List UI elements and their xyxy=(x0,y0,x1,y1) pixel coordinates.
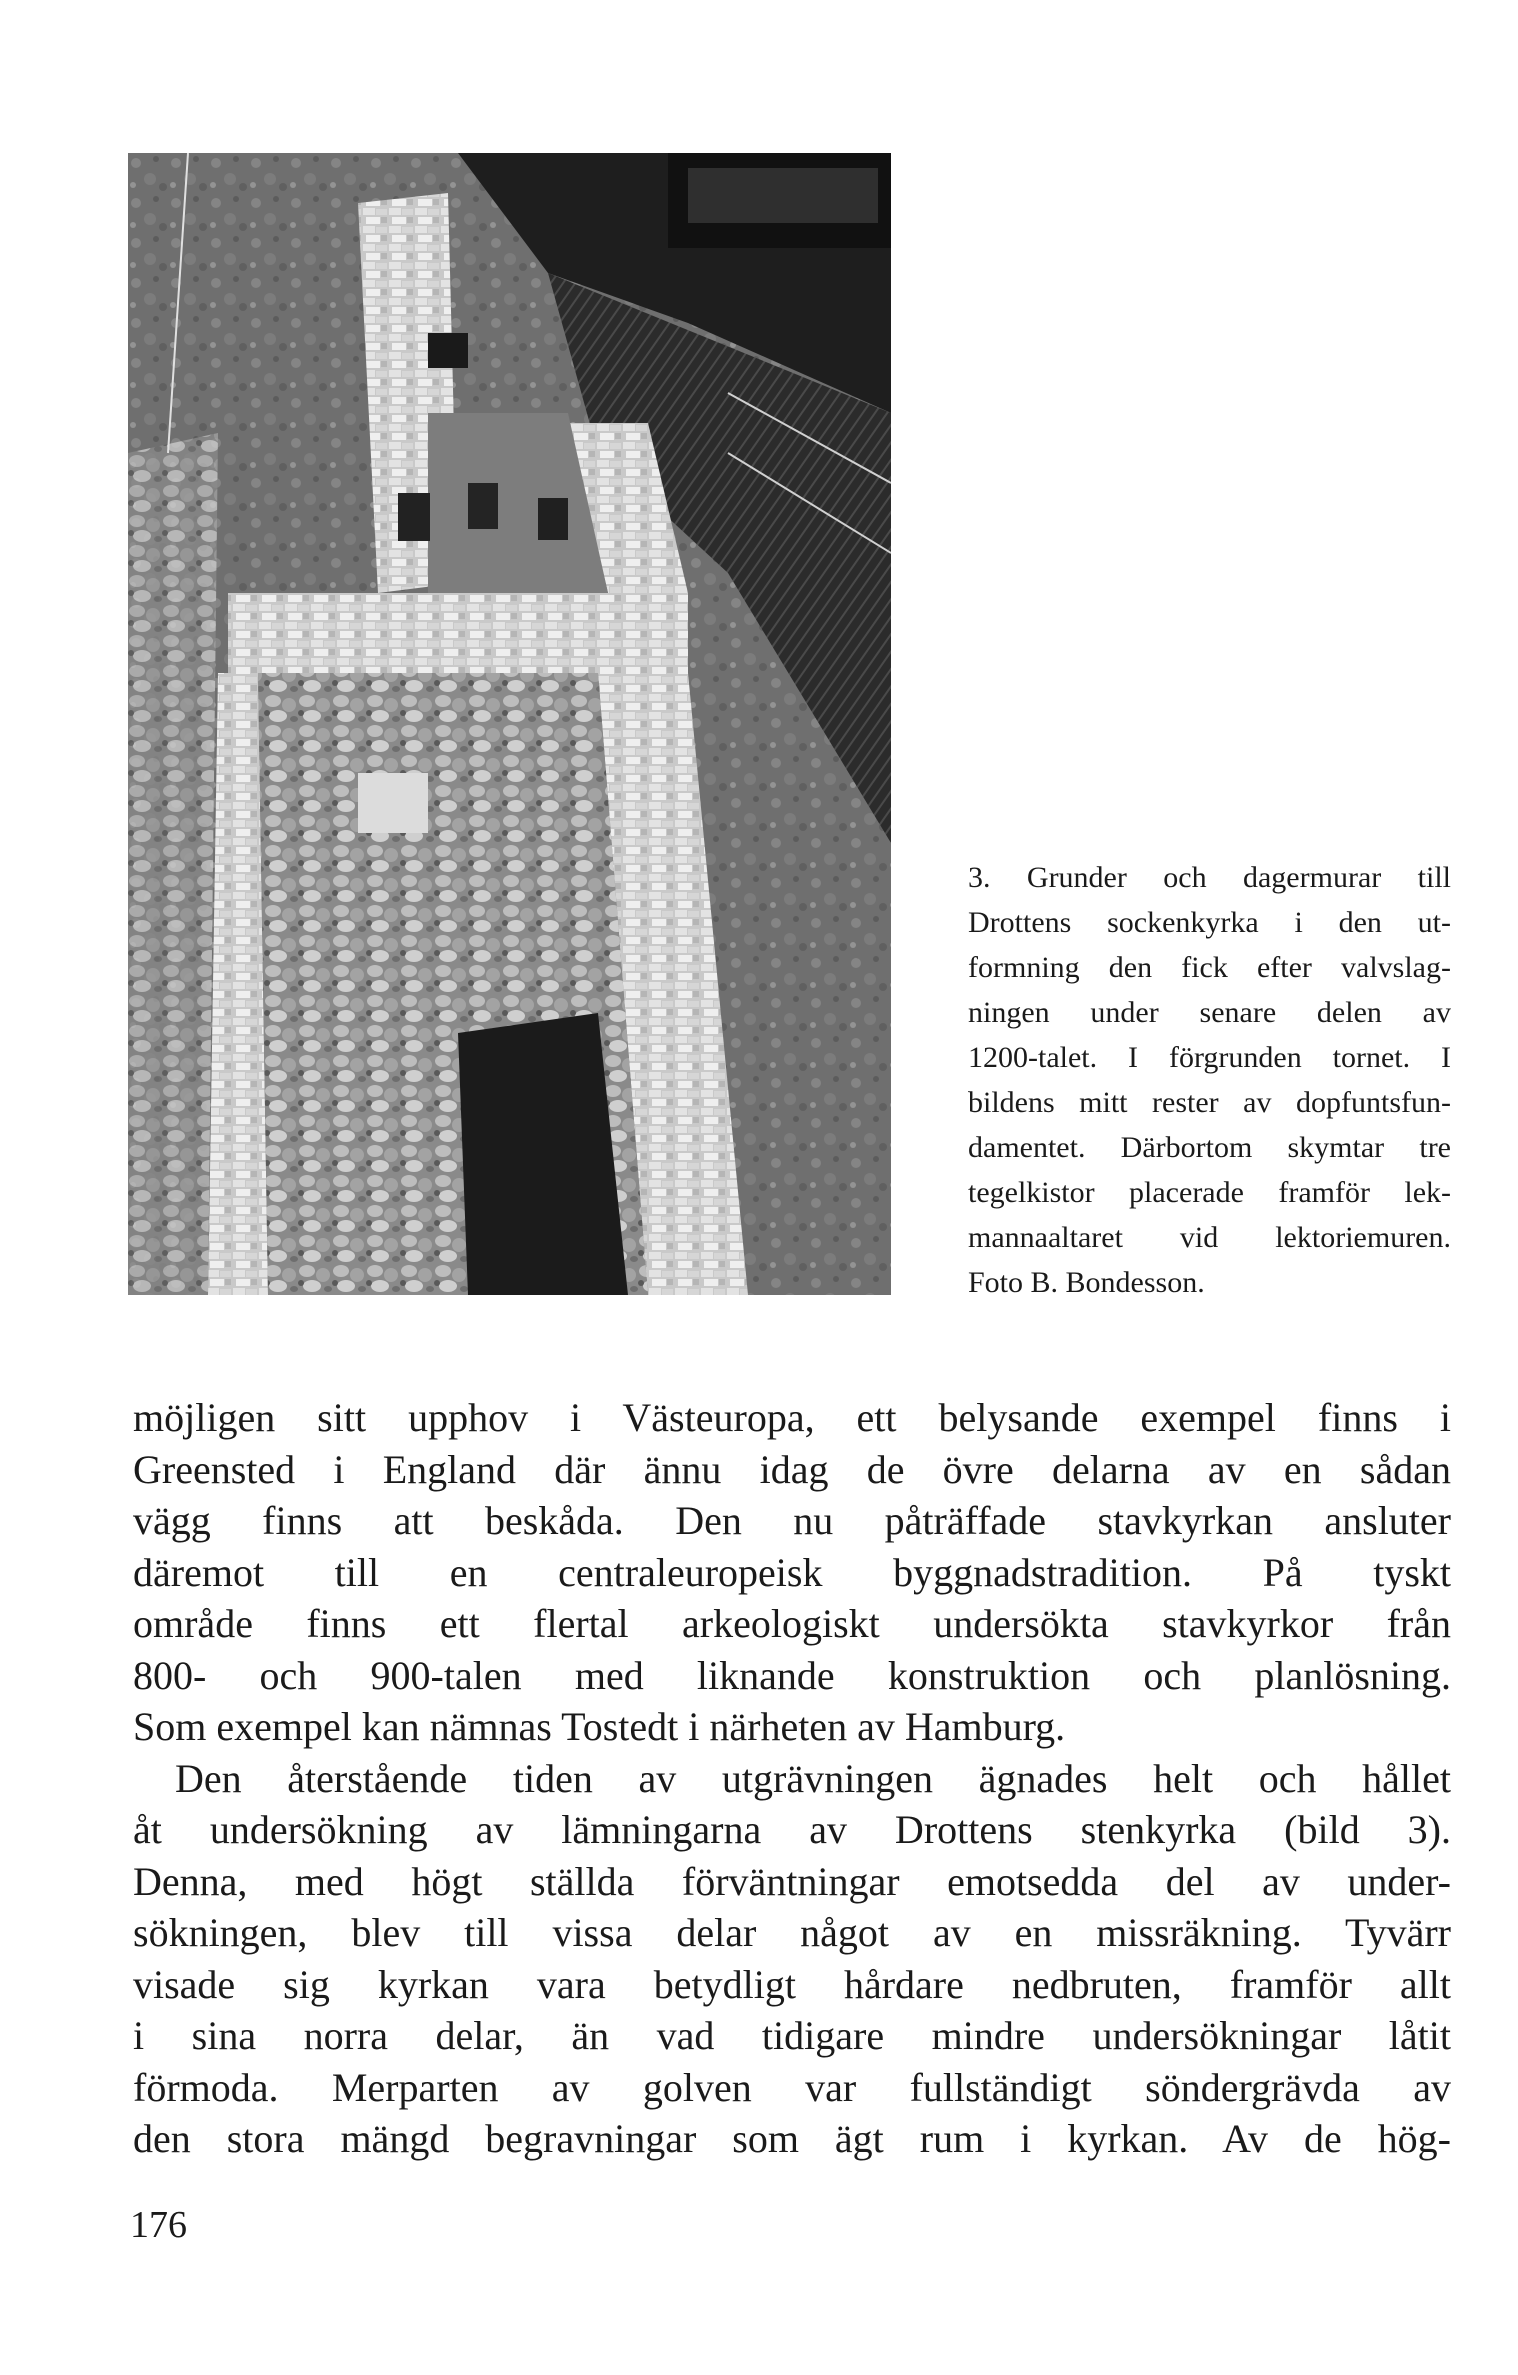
caption-line: Foto B. Bondesson. xyxy=(968,1266,1205,1299)
caption-line: bildens mitt rester av dopfuntsfun- xyxy=(968,1086,1451,1119)
caption-line: ningen under senare delen av xyxy=(968,996,1451,1029)
body-line: i sina norra delar, än vad tidigare mindre undersökningar låtit xyxy=(133,2013,1451,2058)
excavation-photo-graphic xyxy=(128,153,891,1295)
body-text xyxy=(133,1392,1451,2165)
body-line: åt undersökning av lämningarna av Drottens stenkyrka (bild 3). xyxy=(133,1807,1451,1852)
body-line: däremot till en centraleuropeisk byggnadstradition. På tyskt xyxy=(133,1549,1451,1595)
caption-line: 3. Grunder och dagermurar till xyxy=(968,861,1451,894)
body-line: vägg finns att beskåda. Den nu påträffade stavkyrkan ansluter xyxy=(133,1498,1451,1543)
body-line: område finns ett flertal arkeologiskt undersökta stavkyrkor från xyxy=(133,1601,1451,1646)
body-line: den stora mängd begravningar som ägt rum i kyrkan. Av de hög- xyxy=(133,2116,1451,2161)
page-number: 176 xyxy=(130,2204,187,2246)
body-line: sökningen, blev till vissa delar något av en missräkning. Tyvärr xyxy=(133,1910,1451,1955)
caption-line: 1200-talet. I förgrunden tornet. I xyxy=(968,1041,1451,1074)
body-line: förmoda. Merparten av golven var fullständigt söndergrävda av xyxy=(133,2064,1451,2110)
caption-line: mannaaltaret vid lektoriemuren. xyxy=(968,1221,1451,1254)
caption-line: formning den fick efter valvslag- xyxy=(968,951,1451,984)
body-line: visade sig kyrkan vara betydligt hårdare nedbruten, framför allt xyxy=(133,1961,1451,2007)
body-line: 800- och 900-talen med liknande konstruktion och planlösning. xyxy=(133,1652,1451,1698)
body-line: Denna, med högt ställda förväntningar emotsedda del av under- xyxy=(133,1858,1451,1904)
body-line: Som exempel kan nämnas Tostedt i närheten av Hamburg. xyxy=(133,1704,1066,1749)
caption-line: damentet. Därbortom skymtar tre xyxy=(968,1131,1451,1164)
body-line: Den återstående tiden av utgrävningen ägnades helt och hållet xyxy=(175,1755,1451,1801)
excavation-photo xyxy=(128,153,891,1295)
body-line: möjligen sitt upphov i Västeuropa, ett belysande exempel finns i xyxy=(133,1395,1451,1440)
body-line: Greensted i England där ännu idag de övre delarna av en sådan xyxy=(133,1446,1451,1492)
caption-line: Drottens sockenkyrka i den ut- xyxy=(968,906,1451,939)
figure-caption xyxy=(968,855,1451,1305)
caption-line: tegelkistor placerade framför lek- xyxy=(968,1176,1451,1209)
